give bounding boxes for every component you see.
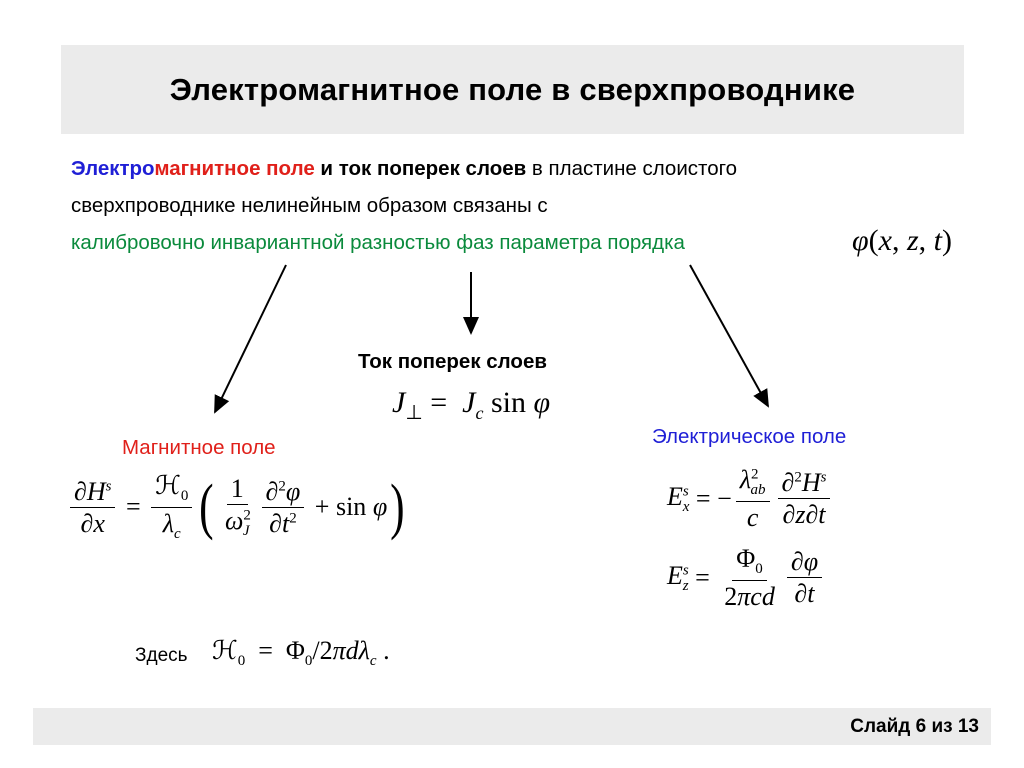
here-formula: ℋ$_0$ = $\Phi_0/2\pi d\lambda_c$ . <box>212 636 390 670</box>
intro-current: и ток поперек слоев <box>314 157 527 180</box>
arrow-right <box>690 265 768 406</box>
intro-electro: Электро <box>71 157 155 180</box>
phase-symbol: φ(x, z, t) <box>852 224 952 257</box>
intro-magnetic: магнитное поле <box>154 157 315 180</box>
current-label: Ток поперек слоев <box>358 350 547 373</box>
current-formula: $J_\perp = J_c$ sin φ <box>392 386 551 424</box>
electric-formula-x: $E^s_x$ = − $\frac{\lambda^2_{ab}}{c}$ $\frac{\partial^2H^s}{\partial z\partial t}$ <box>667 466 834 531</box>
magnetic-formula: $\frac{\partial H^s}{\partial x}$ = $\frac{ℋ_0}{\lambda_c}$ ( $\frac{1}{\omega^2_J}$ $\frac{\partial^2\varphi}{\partial t^2}$ + sin φ ) <box>66 472 408 543</box>
electric-formula-z: $E^s_z$ = $\frac{\Phi_0}{\text{2πcd}}$ $\frac{\partial\varphi}{\partial t}$ <box>667 545 826 610</box>
footer-bar <box>33 708 991 745</box>
intro-rest: в пластине слоистого <box>526 157 738 180</box>
magnetic-label: Магнитное поле <box>122 436 276 459</box>
arrow-left <box>215 265 286 412</box>
here-label: Здесь <box>135 645 188 666</box>
intro-line-2: сверхпроводнике нелинейным образом связаны с <box>71 194 548 217</box>
slide-title: Электромагнитное поле в сверхпроводнике <box>169 71 856 107</box>
electric-label: Электрическое поле <box>652 425 847 448</box>
intro-line-3: калибровочно инвариантной разностью фаз параметра порядка <box>71 231 685 254</box>
slide-counter: Слайд 6 из 13 <box>850 716 979 737</box>
